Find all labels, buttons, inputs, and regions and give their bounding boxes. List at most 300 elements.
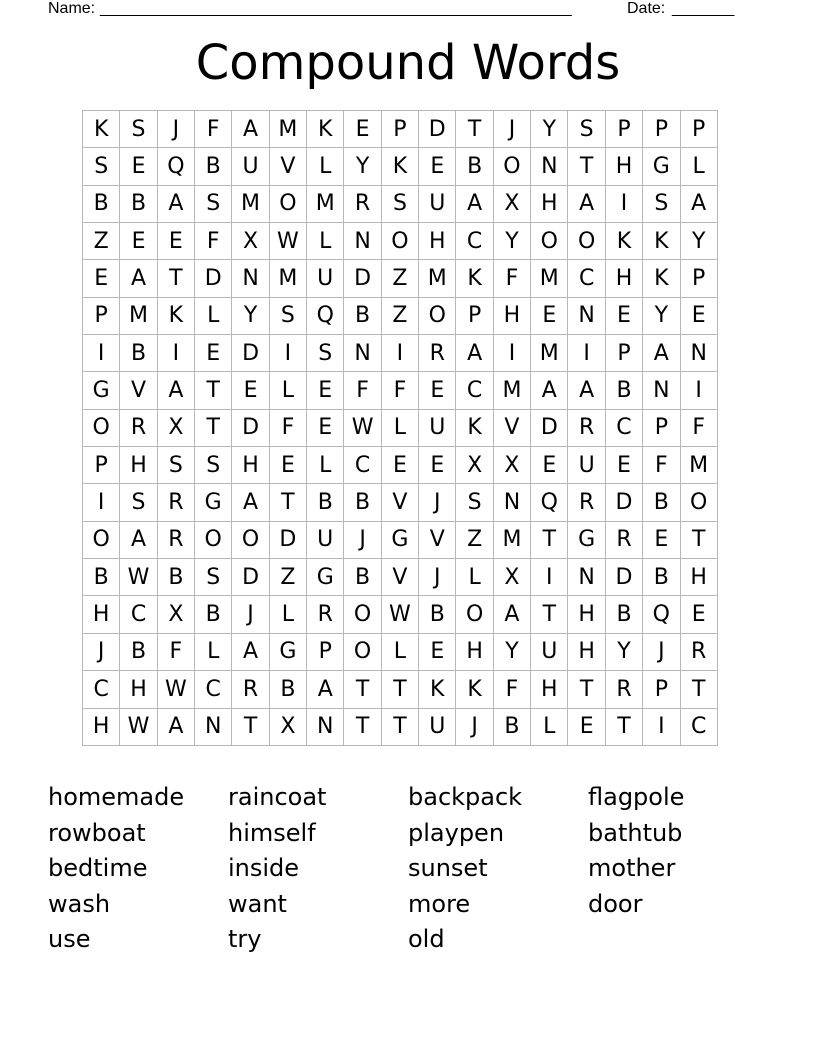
grid-cell[interactable]: B <box>344 559 381 596</box>
grid-cell[interactable]: T <box>680 521 717 558</box>
grid-cell[interactable]: G <box>307 559 344 596</box>
word-item: flagpole <box>588 783 685 811</box>
grid-cell[interactable]: D <box>419 111 456 148</box>
grid-cell[interactable]: I <box>605 185 642 222</box>
grid-cell[interactable]: Z <box>381 297 418 334</box>
grid-cell[interactable]: U <box>419 409 456 446</box>
grid-cell[interactable]: R <box>605 671 642 708</box>
grid-cell[interactable]: T <box>531 596 568 633</box>
grid-cell[interactable]: K <box>605 223 642 260</box>
grid-cell[interactable]: V <box>493 409 530 446</box>
word-item: backpack <box>408 783 523 811</box>
grid-cell[interactable]: X <box>493 559 530 596</box>
grid-cell[interactable]: B <box>195 148 232 185</box>
grid-cell[interactable]: B <box>344 484 381 521</box>
grid-cell[interactable]: S <box>269 297 306 334</box>
grid-cell[interactable]: P <box>83 297 120 334</box>
grid-cell[interactable]: E <box>419 633 456 670</box>
grid-cell[interactable]: Y <box>493 633 530 670</box>
grid-cell[interactable]: T <box>680 671 717 708</box>
grid-cell[interactable]: W <box>120 559 157 596</box>
grid-cell[interactable]: K <box>456 671 493 708</box>
grid-cell[interactable]: Q <box>157 148 194 185</box>
grid-cell[interactable]: E <box>195 335 232 372</box>
grid-cell[interactable]: X <box>456 447 493 484</box>
grid-cell[interactable]: V <box>269 148 306 185</box>
grid-cell[interactable]: R <box>232 671 269 708</box>
grid-cell[interactable]: I <box>381 335 418 372</box>
grid-cell[interactable]: B <box>269 671 306 708</box>
grid-cell[interactable]: W <box>157 671 194 708</box>
grid-cell[interactable]: O <box>419 297 456 334</box>
grid-cell[interactable]: T <box>344 671 381 708</box>
grid-cell[interactable]: S <box>83 148 120 185</box>
grid-cell[interactable]: T <box>568 671 605 708</box>
grid-cell[interactable]: X <box>493 447 530 484</box>
grid-cell[interactable]: C <box>120 596 157 633</box>
grid-cell[interactable]: R <box>157 484 194 521</box>
grid-cell[interactable]: G <box>195 484 232 521</box>
grid-cell[interactable]: U <box>531 633 568 670</box>
grid-cell[interactable]: Q <box>531 484 568 521</box>
grid-cell[interactable]: N <box>195 708 232 745</box>
grid-cell[interactable]: P <box>381 111 418 148</box>
name-field[interactable]: _____________________________________________________ <box>100 0 572 17</box>
grid-cell[interactable]: J <box>643 633 680 670</box>
grid-cell[interactable]: Y <box>643 297 680 334</box>
grid-cell[interactable]: L <box>307 223 344 260</box>
grid-cell[interactable]: Z <box>381 260 418 297</box>
grid-cell[interactable]: U <box>568 447 605 484</box>
grid-cell[interactable]: C <box>680 708 717 745</box>
grid-cell[interactable]: J <box>456 708 493 745</box>
grid-cell[interactable]: H <box>493 297 530 334</box>
grid-cell[interactable]: T <box>232 708 269 745</box>
grid-cell[interactable]: J <box>344 521 381 558</box>
grid-cell[interactable]: P <box>643 671 680 708</box>
grid-cell[interactable]: X <box>232 223 269 260</box>
grid-cell[interactable]: I <box>493 335 530 372</box>
grid-cell[interactable]: E <box>307 409 344 446</box>
grid-cell[interactable]: P <box>605 335 642 372</box>
grid-cell[interactable]: G <box>568 521 605 558</box>
grid-cell[interactable]: N <box>232 260 269 297</box>
grid-cell[interactable]: R <box>568 409 605 446</box>
grid-cell[interactable]: M <box>493 372 530 409</box>
grid-cell[interactable]: F <box>493 671 530 708</box>
grid-cell[interactable]: I <box>157 335 194 372</box>
grid-cell[interactable]: A <box>493 596 530 633</box>
grid-cell[interactable]: F <box>269 409 306 446</box>
grid-cell[interactable]: S <box>120 111 157 148</box>
grid-cell[interactable]: R <box>157 521 194 558</box>
grid-cell[interactable]: A <box>568 185 605 222</box>
grid-cell[interactable]: D <box>605 559 642 596</box>
grid-cell[interactable]: A <box>456 185 493 222</box>
grid-cell[interactable]: O <box>195 521 232 558</box>
grid-cell[interactable]: T <box>605 708 642 745</box>
grid-cell[interactable]: N <box>344 223 381 260</box>
grid-cell[interactable]: F <box>157 633 194 670</box>
grid-cell[interactable]: E <box>531 447 568 484</box>
page-title: Compound Words <box>195 35 621 91</box>
grid-cell[interactable]: L <box>680 148 717 185</box>
grid-cell[interactable]: K <box>643 223 680 260</box>
grid-cell[interactable]: V <box>381 484 418 521</box>
grid-cell[interactable]: K <box>419 671 456 708</box>
grid-cell[interactable]: B <box>195 596 232 633</box>
grid-cell[interactable]: V <box>419 521 456 558</box>
grid-cell[interactable]: N <box>680 335 717 372</box>
word-item: playpen <box>408 818 505 847</box>
grid-cell[interactable]: M <box>307 185 344 222</box>
grid-cell[interactable]: Y <box>493 223 530 260</box>
grid-cell[interactable]: B <box>456 148 493 185</box>
grid-cell[interactable]: E <box>605 297 642 334</box>
letter-grid <box>82 110 718 746</box>
grid-cell[interactable]: X <box>157 596 194 633</box>
grid-cell[interactable]: M <box>120 297 157 334</box>
grid-cell[interactable]: N <box>568 559 605 596</box>
grid-cell[interactable]: O <box>531 223 568 260</box>
grid-cell[interactable]: Y <box>344 148 381 185</box>
grid-cell[interactable]: K <box>456 409 493 446</box>
grid-cell[interactable]: L <box>269 372 306 409</box>
grid-cell[interactable]: K <box>83 111 120 148</box>
grid-cell[interactable]: A <box>232 633 269 670</box>
grid-cell[interactable]: Z <box>456 521 493 558</box>
grid-cell[interactable]: M <box>419 260 456 297</box>
grid-cell[interactable]: X <box>269 708 306 745</box>
grid-cell[interactable]: O <box>232 521 269 558</box>
grid-cell[interactable]: E <box>419 148 456 185</box>
grid-cell[interactable]: S <box>195 447 232 484</box>
grid-cell[interactable]: F <box>643 447 680 484</box>
grid-cell[interactable]: E <box>381 447 418 484</box>
grid-cell[interactable]: E <box>419 372 456 409</box>
grid-cell[interactable]: R <box>605 521 642 558</box>
grid-cell[interactable]: S <box>456 484 493 521</box>
grid-cell[interactable]: L <box>195 297 232 334</box>
grid-cell[interactable]: E <box>269 447 306 484</box>
grid-cell[interactable]: N <box>307 708 344 745</box>
grid-cell[interactable]: D <box>269 521 306 558</box>
grid-cell[interactable]: E <box>419 447 456 484</box>
grid-cell[interactable]: C <box>195 671 232 708</box>
word-item: mother <box>588 854 676 882</box>
grid-cell[interactable]: T <box>157 260 194 297</box>
grid-cell[interactable]: S <box>120 484 157 521</box>
grid-cell[interactable]: O <box>83 521 120 558</box>
grid-cell[interactable]: F <box>195 223 232 260</box>
grid-cell[interactable]: N <box>344 335 381 372</box>
grid-cell[interactable]: W <box>381 596 418 633</box>
grid-cell[interactable]: O <box>344 596 381 633</box>
grid-cell[interactable]: K <box>381 148 418 185</box>
grid-cell[interactable]: L <box>195 633 232 670</box>
grid-cell[interactable]: A <box>120 521 157 558</box>
grid-cell[interactable]: M <box>269 111 306 148</box>
grid-cell[interactable]: D <box>232 335 269 372</box>
grid-cell[interactable]: H <box>680 559 717 596</box>
grid-cell[interactable]: T <box>195 372 232 409</box>
grid-cell[interactable]: P <box>643 111 680 148</box>
grid-cell[interactable]: E <box>83 260 120 297</box>
grid-cell[interactable]: J <box>419 484 456 521</box>
grid-cell[interactable]: E <box>307 372 344 409</box>
grid-cell[interactable]: U <box>307 260 344 297</box>
grid-cell[interactable]: O <box>381 223 418 260</box>
grid-cell[interactable]: Y <box>232 297 269 334</box>
grid-cell[interactable]: Y <box>531 111 568 148</box>
grid-cell[interactable]: P <box>680 111 717 148</box>
grid-cell[interactable]: C <box>456 223 493 260</box>
grid-cell[interactable]: W <box>344 409 381 446</box>
grid-cell[interactable]: T <box>269 484 306 521</box>
grid-cell[interactable]: R <box>419 335 456 372</box>
grid-cell[interactable]: M <box>531 260 568 297</box>
grid-cell[interactable]: H <box>605 148 642 185</box>
grid-cell[interactable]: S <box>195 185 232 222</box>
grid-cell[interactable]: I <box>83 484 120 521</box>
grid-cell[interactable]: H <box>568 633 605 670</box>
grid-cell[interactable]: M <box>269 260 306 297</box>
date-field[interactable]: _______ <box>672 0 735 17</box>
grid-cell[interactable]: H <box>419 223 456 260</box>
grid-cell[interactable]: J <box>419 559 456 596</box>
grid-cell[interactable]: L <box>381 633 418 670</box>
grid-cell[interactable]: M <box>232 185 269 222</box>
grid-cell[interactable]: E <box>157 223 194 260</box>
grid-cell[interactable]: T <box>456 111 493 148</box>
grid-cell[interactable]: E <box>680 596 717 633</box>
grid-cell[interactable]: S <box>157 447 194 484</box>
grid-cell[interactable]: E <box>680 297 717 334</box>
grid-cell[interactable]: S <box>307 335 344 372</box>
grid-cell[interactable]: F <box>680 409 717 446</box>
grid-cell[interactable]: T <box>568 148 605 185</box>
grid-cell[interactable]: B <box>643 484 680 521</box>
grid-cell[interactable]: H <box>83 596 120 633</box>
grid-cell[interactable]: F <box>344 372 381 409</box>
grid-cell[interactable]: C <box>456 372 493 409</box>
grid-cell[interactable]: O <box>568 223 605 260</box>
grid-cell[interactable]: U <box>307 521 344 558</box>
grid-cell[interactable]: E <box>643 521 680 558</box>
grid-cell[interactable]: D <box>232 409 269 446</box>
grid-cell[interactable]: J <box>83 633 120 670</box>
grid-cell[interactable]: G <box>643 148 680 185</box>
grid-cell[interactable]: N <box>493 484 530 521</box>
grid-cell[interactable]: C <box>344 447 381 484</box>
grid-cell[interactable]: Y <box>605 633 642 670</box>
grid-cell[interactable]: W <box>120 708 157 745</box>
grid-cell[interactable]: O <box>493 148 530 185</box>
grid-cell[interactable]: B <box>120 633 157 670</box>
grid-cell[interactable]: C <box>605 409 642 446</box>
grid-cell[interactable]: J <box>232 596 269 633</box>
grid-cell[interactable]: E <box>344 111 381 148</box>
grid-cell[interactable]: K <box>307 111 344 148</box>
grid-cell[interactable]: P <box>680 260 717 297</box>
grid-cell[interactable]: G <box>83 372 120 409</box>
grid-cell[interactable]: B <box>157 559 194 596</box>
grid-cell[interactable]: K <box>456 260 493 297</box>
grid-cell[interactable]: U <box>232 148 269 185</box>
grid-cell[interactable]: C <box>83 671 120 708</box>
grid-cell[interactable]: B <box>605 372 642 409</box>
grid-cell[interactable]: Q <box>643 596 680 633</box>
grid-cell[interactable]: P <box>83 447 120 484</box>
grid-cell[interactable]: F <box>493 260 530 297</box>
grid-cell[interactable]: T <box>344 708 381 745</box>
grid-cell[interactable]: U <box>419 708 456 745</box>
grid-cell[interactable]: O <box>456 596 493 633</box>
grid-cell[interactable]: L <box>381 409 418 446</box>
grid-cell[interactable]: O <box>269 185 306 222</box>
grid-cell[interactable]: V <box>120 372 157 409</box>
grid-cell[interactable]: A <box>232 111 269 148</box>
grid-cell[interactable]: A <box>157 708 194 745</box>
grid-cell[interactable]: A <box>157 372 194 409</box>
grid-cell[interactable]: H <box>568 596 605 633</box>
grid-cell[interactable]: S <box>381 185 418 222</box>
grid-cell[interactable]: B <box>419 596 456 633</box>
grid-cell[interactable]: A <box>120 260 157 297</box>
grid-cell[interactable]: K <box>643 260 680 297</box>
grid-cell[interactable]: P <box>605 111 642 148</box>
grid-cell[interactable]: A <box>531 372 568 409</box>
grid-cell[interactable]: R <box>120 409 157 446</box>
grid-cell[interactable]: R <box>344 185 381 222</box>
grid-cell[interactable]: X <box>493 185 530 222</box>
grid-cell[interactable]: L <box>531 708 568 745</box>
grid-cell[interactable]: P <box>307 633 344 670</box>
grid-cell[interactable]: R <box>680 633 717 670</box>
grid-cell[interactable]: O <box>680 484 717 521</box>
grid-cell[interactable]: Z <box>83 223 120 260</box>
grid-cell[interactable]: F <box>381 372 418 409</box>
grid-cell[interactable]: H <box>531 185 568 222</box>
grid-cell[interactable]: D <box>232 559 269 596</box>
grid-cell[interactable]: I <box>568 335 605 372</box>
grid-cell[interactable]: M <box>493 521 530 558</box>
grid-cell[interactable]: V <box>381 559 418 596</box>
name-label: Name: <box>48 0 96 17</box>
grid-cell[interactable]: B <box>493 708 530 745</box>
grid-cell[interactable]: J <box>157 111 194 148</box>
grid-cell[interactable]: B <box>605 596 642 633</box>
grid-cell[interactable]: O <box>83 409 120 446</box>
grid-cell[interactable]: I <box>269 335 306 372</box>
grid-cell[interactable]: I <box>531 559 568 596</box>
grid-cell[interactable]: L <box>307 447 344 484</box>
grid-cell[interactable]: A <box>456 335 493 372</box>
grid-cell[interactable]: M <box>680 447 717 484</box>
grid-cell[interactable]: B <box>344 297 381 334</box>
grid-cell[interactable]: E <box>120 148 157 185</box>
word-item: want <box>228 889 287 918</box>
grid-cell[interactable]: R <box>307 596 344 633</box>
grid-cell[interactable]: D <box>195 260 232 297</box>
grid-cell[interactable]: I <box>680 372 717 409</box>
grid-cell[interactable]: E <box>120 223 157 260</box>
grid-cell[interactable]: L <box>456 559 493 596</box>
grid-cell[interactable]: H <box>120 447 157 484</box>
grid-cell[interactable]: G <box>381 521 418 558</box>
grid-cell[interactable]: H <box>531 671 568 708</box>
grid-cell[interactable]: A <box>307 671 344 708</box>
grid-cell[interactable]: P <box>456 297 493 334</box>
grid-cell[interactable]: N <box>568 297 605 334</box>
grid-cell[interactable]: X <box>157 409 194 446</box>
grid-cell[interactable]: B <box>83 185 120 222</box>
grid-cell[interactable]: E <box>232 372 269 409</box>
grid-cell[interactable]: G <box>269 633 306 670</box>
grid-cell[interactable]: E <box>605 447 642 484</box>
grid-cell[interactable]: W <box>269 223 306 260</box>
grid-cell[interactable]: F <box>195 111 232 148</box>
grid-cell[interactable]: E <box>531 297 568 334</box>
grid-cell[interactable]: H <box>232 447 269 484</box>
grid-cell[interactable]: I <box>83 335 120 372</box>
grid-cell[interactable]: D <box>531 409 568 446</box>
grid-cell[interactable]: E <box>568 708 605 745</box>
grid-cell[interactable]: P <box>643 409 680 446</box>
grid-cell[interactable]: B <box>120 185 157 222</box>
grid-cell[interactable]: S <box>195 559 232 596</box>
grid-cell[interactable]: H <box>456 633 493 670</box>
grid-cell[interactable]: H <box>83 708 120 745</box>
grid-cell[interactable]: Q <box>307 297 344 334</box>
grid-cell[interactable]: J <box>493 111 530 148</box>
grid-cell[interactable]: A <box>157 185 194 222</box>
grid-cell[interactable]: T <box>531 521 568 558</box>
grid-cell[interactable]: D <box>605 484 642 521</box>
grid-cell[interactable]: T <box>195 409 232 446</box>
grid-cell[interactable]: S <box>643 185 680 222</box>
word-column <box>228 780 403 958</box>
grid-cell[interactable]: A <box>643 335 680 372</box>
grid-cell[interactable]: N <box>531 148 568 185</box>
grid-cell[interactable]: L <box>269 596 306 633</box>
grid-cell[interactable]: A <box>568 372 605 409</box>
grid-cell[interactable]: B <box>83 559 120 596</box>
grid-cell[interactable]: B <box>120 335 157 372</box>
grid-cell[interactable]: D <box>344 260 381 297</box>
grid-cell[interactable]: B <box>307 484 344 521</box>
grid-cell[interactable]: O <box>344 633 381 670</box>
grid-cell[interactable]: R <box>568 484 605 521</box>
grid-cell[interactable]: Z <box>269 559 306 596</box>
grid-cell[interactable]: M <box>531 335 568 372</box>
grid-cell[interactable]: U <box>419 185 456 222</box>
grid-cell[interactable]: A <box>232 484 269 521</box>
grid-cell[interactable]: Y <box>680 223 717 260</box>
grid-cell[interactable]: T <box>381 671 418 708</box>
grid-cell[interactable]: K <box>157 297 194 334</box>
grid-cell[interactable]: H <box>605 260 642 297</box>
grid-cell[interactable]: B <box>643 559 680 596</box>
grid-cell[interactable]: L <box>307 148 344 185</box>
grid-cell[interactable]: N <box>643 372 680 409</box>
grid-cell[interactable]: C <box>568 260 605 297</box>
grid-cell[interactable]: T <box>381 708 418 745</box>
grid-cell[interactable]: A <box>680 185 717 222</box>
grid-cell[interactable]: I <box>643 708 680 745</box>
grid-cell[interactable]: H <box>120 671 157 708</box>
grid-cell[interactable]: S <box>568 111 605 148</box>
